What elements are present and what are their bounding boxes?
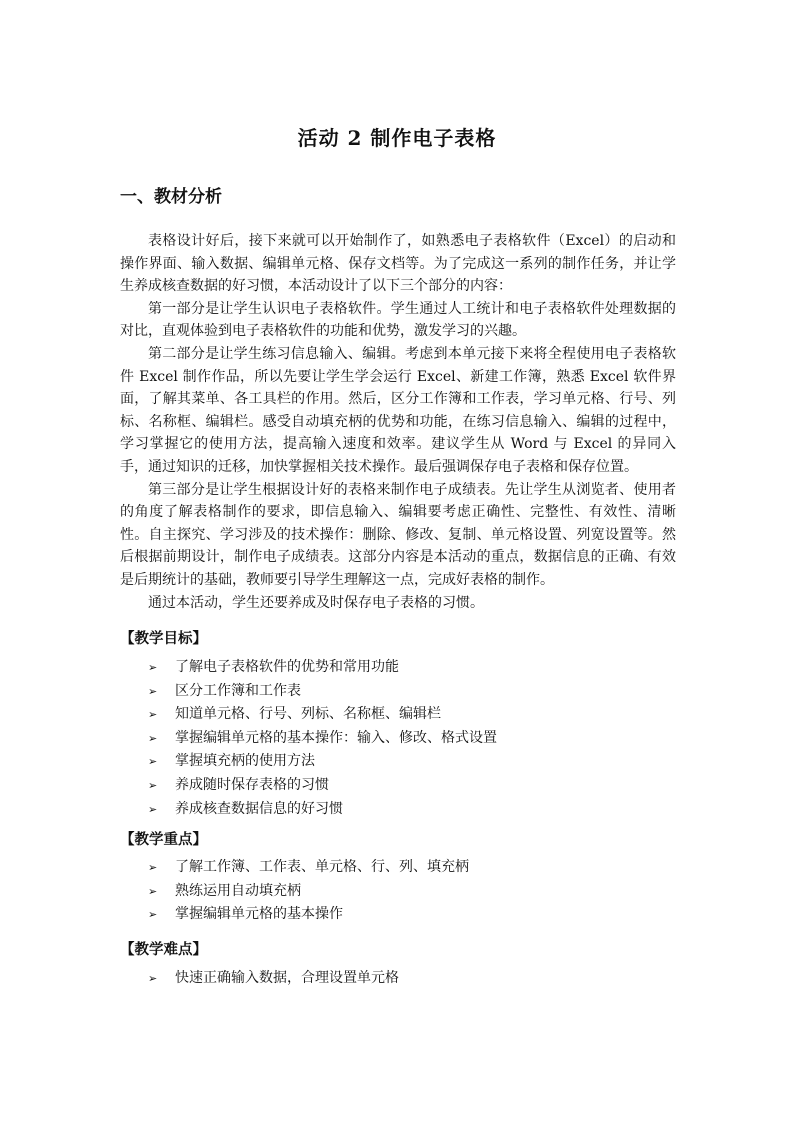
list-item: ➢ 养成核查数据信息的好习惯 [148, 798, 497, 822]
arrow-bullet-icon: ➢ [148, 861, 158, 874]
paragraph-part-two: 第二部分是让学生练习信息输入、编辑。考虑到本单元接下来将全程使用电子表格软件 Excel 制作作品，所以先要让学生学会运行 Excel、新建工作簿，熟悉 Excel 软件界面，了解其菜单、各工具栏的作用。然后，区分工作簿和工作表，学习单元格、行号、列标、名称框、编辑栏。感受自动填充柄的优势和功能，在练习信息输入、编辑的过程中，学习掌握它的使用方法，提高输入速度和效率。建议学生从 Word 与 Excel 的异同入手，通过知识的迁移，加快掌握相关技术操作。最后强调保存电子表格和保存位置。 [120, 345, 676, 475]
section-heading: 一、教材分析 [120, 187, 222, 207]
list-item: ➢ 掌握填充柄的使用方法 [148, 750, 497, 774]
arrow-bullet-icon: ➢ [148, 908, 158, 922]
arrow-bullet-icon: ➢ [148, 802, 158, 816]
arrow-bullet-icon: ➢ [148, 755, 158, 769]
key-points-heading: 【教学重点】 [120, 831, 207, 848]
arrow-bullet-icon: ➢ [148, 778, 158, 792]
arrow-bullet-icon: ➢ [148, 684, 158, 698]
list-item: ➢ 熟练运用自动填充柄 [148, 880, 469, 904]
difficulties-list [148, 967, 399, 991]
list-item: ➢ 掌握编辑单元格的基本操作：输入、修改、格式设置 [148, 727, 497, 751]
arrow-bullet-icon: ➢ [148, 661, 158, 674]
list-item: ➢ 了解工作簿、工作表、单元格、行、列、填充柄 [148, 856, 469, 880]
page-title: 活动 2 制作电子表格 [297, 126, 497, 150]
list-item: ➢ 区分工作簿和工作表 [148, 680, 497, 704]
goals-heading: 【教学目标】 [120, 630, 207, 647]
paragraph-part-three: 第三部分是让学生根据设计好的表格来制作电子成绩表。先让学生从浏览者、使用者的角度了解表格制作的要求，即信息输入、编辑要考虑正确性、完整性、有效性、清晰性。自主探究、学习涉及的技术操作：删除、修改、复制、单元格设置、列宽设置等。然后根据前期设计，制作电子成绩表。这部分内容是本活动的重点，数据信息的正确、有效是后期统计的基础，教师要引导学生理解这一点，完成好表格的制作。 [120, 481, 676, 588]
arrow-bullet-icon: ➢ [148, 884, 158, 898]
list-item: ➢ 知道单元格、行号、列标、名称框、编辑栏 [148, 703, 497, 727]
goals-list [148, 656, 497, 821]
paragraph-intro: 表格设计好后，接下来就可以开始制作了，如熟悉电子表格软件（Excel）的启动和操作界面、输入数据、编辑单元格、保存文档等。为了完成这一系列的制作任务，并让学生养成核查数据的好习惯，本活动设计了以下三个部分的内容： [120, 233, 676, 295]
arrow-bullet-icon: ➢ [148, 708, 158, 722]
key-points-list [148, 856, 469, 927]
list-item: ➢ 养成随时保存表格的习惯 [148, 774, 497, 798]
body-text [120, 230, 676, 614]
arrow-bullet-icon: ➢ [148, 731, 158, 745]
list-item: ➢ 掌握编辑单元格的基本操作 [148, 903, 469, 927]
difficulties-heading: 【教学难点】 [120, 941, 207, 958]
paragraph-part-one: 第一部分是让学生认识电子表格软件。学生通过人工统计和电子表格软件处理数据的对比，直观体验到电子表格软件的功能和优势，激发学习的兴趣。 [120, 300, 676, 340]
arrow-bullet-icon: ➢ [148, 972, 158, 985]
list-item: ➢ 了解电子表格软件的优势和常用功能 [148, 656, 497, 680]
paragraph-summary: 通过本活动，学生还要养成及时保存电子表格的习惯。 [148, 594, 484, 611]
list-item: ➢ 快速正确输入数据，合理设置单元格 [148, 967, 399, 991]
